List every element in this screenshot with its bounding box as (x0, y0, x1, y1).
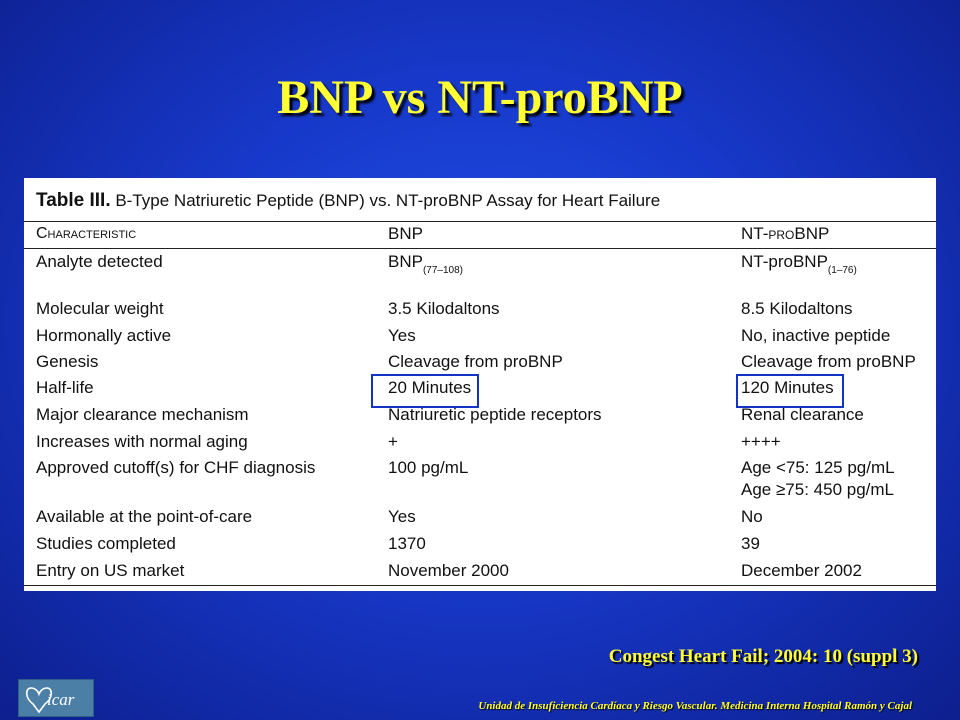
cell-ntprobnp: ++++ (741, 432, 781, 451)
table-label: Table III. (36, 190, 111, 211)
header-nt-prefix: NT- (741, 224, 769, 243)
comparison-table (24, 178, 936, 591)
header-nt-suffix: BNP (794, 224, 830, 243)
cell-bnp: November 2000 (388, 561, 509, 580)
row-label: Approved cutoff(s) for CHF diagnosis (36, 458, 316, 477)
table-caption-text: B-Type Natriuretic Peptide (BNP) vs. NT-proBNP Assay for Heart Failure (115, 191, 661, 210)
cell-bnp: Yes (388, 507, 416, 526)
row-label: Increases with normal aging (36, 432, 248, 451)
bnp-analyte-sub: (77–108) (422, 265, 463, 276)
cell-ntprobnp: 8.5 Kilodaltons (741, 299, 853, 318)
row-label: Major clearance mechanism (36, 405, 249, 424)
cell-bnp: + (388, 432, 398, 451)
icar-logo (18, 679, 94, 717)
cell-ntprobnp: No, inactive peptide (741, 326, 891, 345)
cell-bnp: Natriuretic peptide receptors (388, 405, 602, 424)
highlight-box-nt-halflife (736, 374, 844, 408)
cell-bnp: 1370 (388, 534, 426, 553)
row-label: Studies completed (36, 534, 176, 553)
cell-ntprobnp: December 2002 (741, 561, 862, 580)
row-label: Half-life (36, 378, 94, 397)
cell-ntprobnp: No (741, 507, 763, 526)
cell-bnp: Yes (388, 326, 416, 345)
cell-ntprobnp: Cleavage from proBNP (741, 352, 916, 371)
table-rule-bottom (24, 585, 936, 586)
header-characteristic: Characteristic (36, 225, 137, 242)
logo-text: icar (47, 690, 75, 709)
row-label: Hormonally active (36, 326, 172, 345)
slide-title: BNP vs NT-proBNP (277, 71, 683, 124)
cell-ntprobnp: 39 (741, 534, 760, 553)
cell-ntprobnp: Age <75: 125 pg/mL (741, 458, 895, 477)
row-label: Genesis (36, 352, 99, 371)
nt-analyte-text: NT-proBNP (741, 252, 828, 271)
row-label: Entry on US market (36, 561, 185, 580)
citation: Congest Heart Fail; 2004: 10 (suppl 3) (608, 646, 918, 667)
cell-bnp: Cleavage from proBNP (388, 352, 563, 371)
cell-ntprobnp: 120 Minutes (741, 378, 834, 397)
highlight-box-bnp-halflife (371, 374, 479, 408)
cell-ntprobnp-line2: Age ≥75: 450 pg/mL (741, 480, 894, 499)
row-label: Molecular weight (36, 299, 164, 318)
bnp-analyte-text: BNP (388, 252, 423, 271)
header-ntprobnp (741, 224, 829, 244)
header-bnp: BNP (388, 224, 423, 243)
footer-text: Unidad de Insuficiencia Cardíaca y Riesgo Vascular. Medicina Interna Hospital Ramón y Cajal (478, 700, 912, 712)
cell-bnp-analyte (388, 252, 463, 276)
row-label-analyte: Analyte detected (36, 252, 163, 271)
table-rule-top (24, 221, 936, 222)
header-nt-mid: pro (768, 224, 795, 243)
cell-bnp: 100 pg/mL (388, 458, 469, 477)
table-rule-header (24, 248, 936, 249)
nt-analyte-sub: (1–76) (827, 265, 857, 276)
row-label: Available at the point-of-care (36, 507, 253, 526)
table-caption (36, 190, 660, 212)
cell-bnp: 3.5 Kilodaltons (388, 299, 500, 318)
cell-nt-analyte (741, 252, 857, 276)
cell-bnp: 20 Minutes (388, 378, 472, 397)
cell-ntprobnp: Renal clearance (741, 405, 864, 424)
